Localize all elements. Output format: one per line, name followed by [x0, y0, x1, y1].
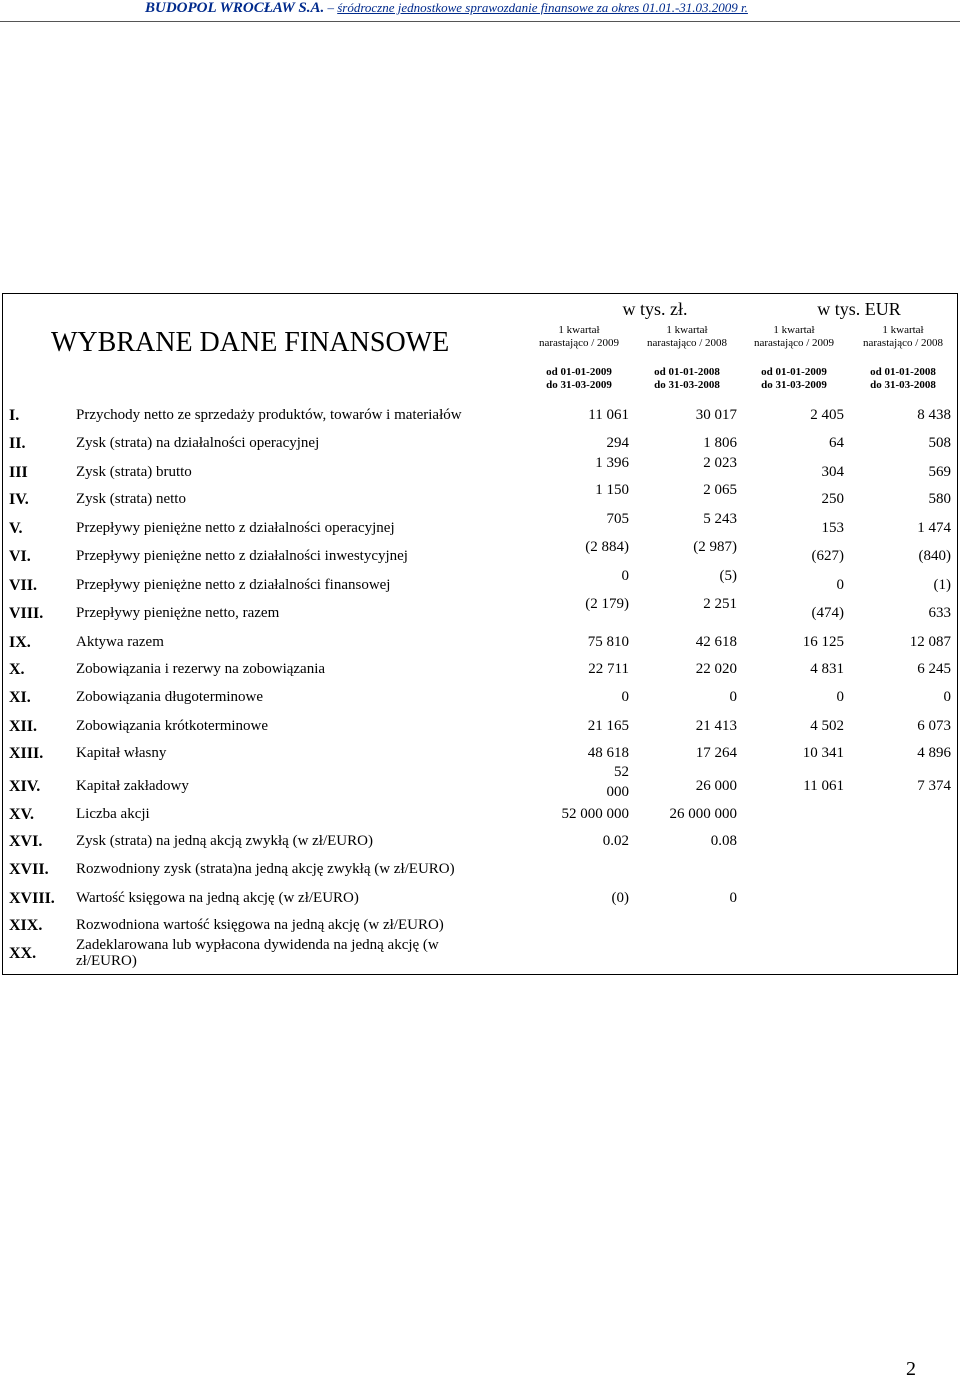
row-value: (627)	[811, 548, 844, 564]
row-label: Przepływy pieniężne netto z działalności inwestycyjnej	[76, 548, 408, 564]
row-value: 304	[821, 464, 844, 480]
row-value: 21 413	[695, 718, 737, 734]
row-value: 294	[606, 435, 629, 451]
column-header-from: od 01-01-2008	[870, 366, 936, 378]
row-number: I.	[9, 407, 20, 424]
row-label: Przepływy pieniężne netto, razem	[76, 605, 280, 621]
row-value: 569	[928, 464, 951, 480]
column-header-from: od 01-01-2008	[654, 366, 720, 378]
row-value: 0	[621, 568, 629, 584]
row-label: Liczba akcji	[76, 806, 150, 822]
row-value: (2 987)	[693, 539, 737, 555]
row-number: XIV.	[9, 778, 41, 795]
row-label: Zysk (strata) brutto	[76, 464, 192, 480]
row-value: 4 831	[810, 661, 844, 677]
row-value: 2 023	[703, 455, 737, 471]
row-number: XVIII.	[9, 890, 55, 907]
row-value: 26 000 000	[669, 806, 737, 822]
row-value: 52 000 000	[561, 806, 629, 822]
column-header	[740, 324, 848, 392]
column-header-to: do 31-03-2009	[546, 379, 612, 391]
row-number: VIII.	[9, 605, 44, 622]
row-number: XVI.	[9, 833, 43, 850]
row-value: 0.02	[602, 833, 629, 849]
row-value: 508	[928, 435, 951, 451]
row-label: Rozwodniona wartość księgowa na jedną akcję (w zł/EURO)	[76, 917, 444, 933]
row-value: 1 474	[917, 520, 951, 536]
column-header-line2: narastająco / 2009	[538, 337, 620, 349]
column-header-to: do 31-03-2008	[870, 379, 936, 391]
column-header	[525, 324, 633, 392]
row-value: 2 065	[703, 482, 737, 498]
row-number: XII.	[9, 718, 38, 735]
page-number: 2	[906, 1358, 916, 1380]
row-value: 705	[606, 511, 629, 527]
row-number: XV.	[9, 806, 35, 823]
row-number: VI.	[9, 548, 31, 565]
row-value: 17 264	[695, 745, 737, 761]
row-value: 6 073	[917, 718, 951, 734]
column-header-line2: narastająco / 2009	[753, 337, 835, 349]
row-label: Zobowiązania i rezerwy na zobowiązania	[76, 661, 326, 677]
row-value: 1 806	[703, 435, 737, 451]
row-value: 0	[729, 890, 737, 906]
row-value: 250	[821, 491, 844, 507]
row-number: XIII.	[9, 745, 44, 762]
row-value: 22 020	[695, 661, 737, 677]
row-value: 16 125	[802, 634, 844, 650]
column-header	[849, 324, 957, 392]
row-label: Rozwodniony zysk (strata)na jedną akcję zwykłą (w zł/EURO)	[76, 861, 455, 877]
row-number: IX.	[9, 634, 31, 651]
row-label: Przepływy pieniężne netto z działalności finansowej	[76, 577, 391, 593]
row-value: 153	[821, 520, 844, 536]
column-header-to: do 31-03-2009	[761, 379, 827, 391]
row-number: XIX.	[9, 917, 43, 934]
row-value: 4 896	[917, 745, 951, 761]
table-title: WYBRANE DANE FINANSOWE	[51, 327, 450, 358]
unit-label-pln: w tys. zł.	[622, 299, 688, 319]
row-value: 2 251	[703, 596, 737, 612]
row-value: 8 438	[917, 407, 951, 423]
row-value: 26 000	[695, 778, 737, 794]
column-header-from: od 01-01-2009	[761, 366, 827, 378]
row-value: 6 245	[917, 661, 951, 677]
row-value: 52 000	[606, 764, 629, 800]
row-value: 30 017	[695, 407, 737, 423]
column-header-from: od 01-01-2009	[546, 366, 612, 378]
column-header-line1: 1 kwartał	[773, 324, 815, 336]
row-value: 22 711	[588, 661, 629, 677]
page-header	[0, 0, 960, 22]
row-label: Kapitał zakładowy	[76, 778, 189, 794]
row-value: (2 884)	[585, 539, 629, 555]
row-value: 4 502	[810, 718, 844, 734]
row-value: 0	[943, 689, 951, 705]
row-number: XX.	[9, 945, 37, 962]
header-rule	[0, 21, 960, 22]
row-number: II.	[9, 435, 26, 452]
row-value: 48 618	[587, 745, 629, 761]
column-header-line1: 1 kwartał	[558, 324, 600, 336]
row-value: 7 374	[917, 778, 951, 794]
row-label: Zysk (strata) na jedną akcją zwykłą (w zł/EURO)	[76, 833, 373, 849]
row-number: VII.	[9, 577, 38, 594]
row-value: (5)	[719, 568, 737, 584]
row-value: 0	[836, 689, 844, 705]
row-value: 21 165	[587, 718, 629, 734]
row-label: Wartość księgowa na jedną akcję (w zł/EURO)	[76, 890, 359, 906]
row-value: 12 087	[909, 634, 951, 650]
row-number: III	[9, 464, 28, 481]
row-value: 580	[928, 491, 951, 507]
row-value: 0	[621, 689, 629, 705]
row-label: Zobowiązania krótkoterminowe	[76, 718, 269, 734]
row-value: 64	[829, 435, 844, 451]
row-value: 11 061	[803, 778, 844, 794]
row-label: Zysk (strata) netto	[76, 491, 186, 507]
unit-label-eur: w tys. EUR	[817, 299, 901, 319]
row-label: Przychody netto ze sprzedaży produktów, towarów i materiałów	[76, 407, 462, 423]
column-header-line2: narastająco / 2008	[646, 337, 728, 349]
row-number: XI.	[9, 689, 31, 706]
row-label: Zadeklarowana lub wypłacona dywidenda na jedną akcję (w zł/EURO)	[76, 937, 439, 969]
column-header-line2: narastająco / 2008	[862, 337, 944, 349]
row-value: 1 396	[595, 455, 629, 471]
company-name: BUDOPOL WROCŁAW S.A.	[145, 0, 325, 16]
row-label: Zobowiązania długoterminowe	[76, 689, 264, 705]
row-value: (474)	[811, 605, 844, 621]
row-value: 0	[729, 689, 737, 705]
row-value: 1 150	[595, 482, 629, 498]
row-value: (840)	[918, 548, 951, 564]
column-header	[633, 324, 741, 392]
row-label: Kapitał własny	[76, 745, 167, 761]
row-value: 633	[928, 605, 951, 621]
row-value: (2 179)	[585, 596, 629, 612]
row-value: 0.08	[710, 833, 737, 849]
row-value: (1)	[933, 577, 951, 593]
row-number: IV.	[9, 491, 29, 508]
row-value: 75 810	[587, 634, 629, 650]
financial-data-table	[2, 293, 958, 975]
row-value: 42 618	[695, 634, 737, 650]
row-label: Zysk (strata) na działalności operacyjnej	[76, 435, 320, 451]
row-value: 10 341	[802, 745, 844, 761]
row-number: V.	[9, 520, 23, 537]
report-subtitle: śródroczne jednostkowe sprawozdanie finansowe za okres 01.01.-31.03.2009 r.	[337, 0, 748, 15]
row-value: 0	[836, 577, 844, 593]
column-header-line1: 1 kwartał	[882, 324, 924, 336]
row-value: 5 243	[703, 511, 737, 527]
row-value: (0)	[611, 890, 629, 906]
header-separator: –	[324, 0, 338, 15]
column-header-line1: 1 kwartał	[666, 324, 708, 336]
column-header-to: do 31-03-2008	[654, 379, 720, 391]
row-number: X.	[9, 661, 25, 678]
row-number: XVII.	[9, 861, 49, 878]
row-label: Przepływy pieniężne netto z działalności operacyjnej	[76, 520, 395, 536]
row-value: 2 405	[810, 407, 844, 423]
row-label: Aktywa razem	[76, 634, 164, 650]
row-value: 11 061	[588, 407, 629, 423]
header-title	[145, 0, 748, 17]
